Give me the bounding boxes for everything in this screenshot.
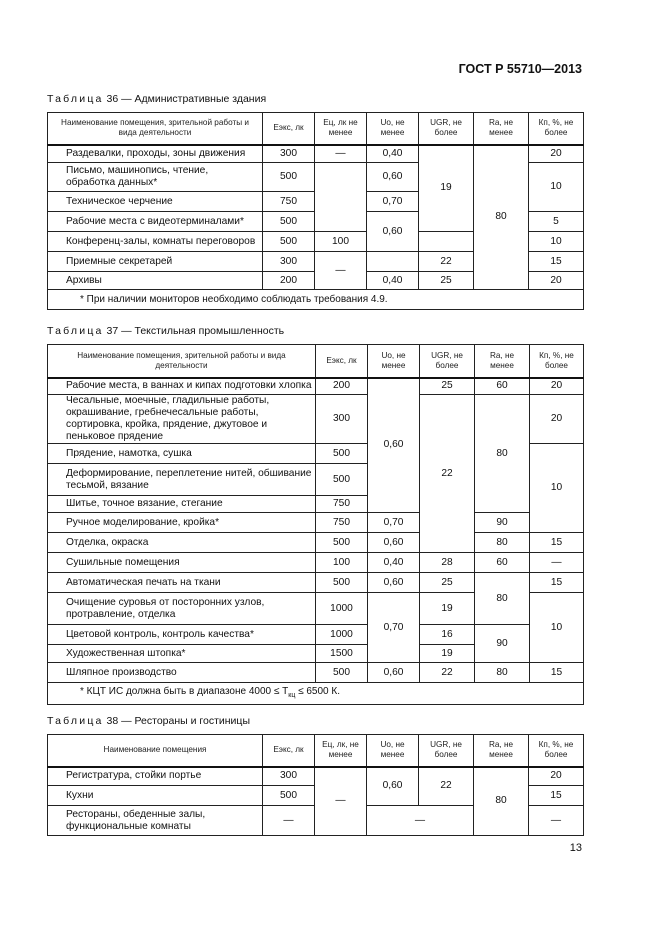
table-cell: 0,40 (368, 553, 420, 573)
table-cell (419, 232, 474, 252)
table-cell: — (315, 145, 367, 163)
table-cell: 0,60 (368, 663, 420, 683)
table36 (47, 112, 584, 310)
table-cell: 15 (530, 533, 584, 553)
t37-h-ra: Ra, не менее (475, 345, 530, 378)
t37-h-name: Наименование помещения, зрительной работы и вида деятельности (48, 345, 316, 378)
table-cell: 15 (530, 573, 584, 593)
table-row: Чесальные, моечные, гладильные работы, окрашивание, гребнечесальные работы, сортировка, кройка, прядение, джутовое и пеньковое прядение (48, 395, 316, 444)
table-cell: 100 (316, 553, 368, 573)
table-cell: 0,60 (368, 378, 420, 513)
table-row: Кухни (48, 786, 263, 806)
table-cell: 22 (420, 395, 475, 553)
table-row: Художественная штопка* (48, 645, 316, 663)
table-cell: 10 (529, 232, 584, 252)
table-cell: 750 (316, 513, 368, 533)
table-cell: 25 (420, 378, 475, 395)
table-row: Деформирование, переплетение нитей, обшивание тесьмой, вязание (48, 464, 316, 496)
table-cell: 22 (420, 663, 475, 683)
table-cell: 1000 (316, 625, 368, 645)
table-cell: — (367, 806, 474, 836)
table-row: Автоматическая печать на ткани (48, 573, 316, 593)
table38 (47, 734, 584, 836)
table-cell: 10 (529, 163, 584, 212)
table-cell: 750 (263, 192, 315, 212)
table-row: Приемные секретарей (48, 252, 263, 272)
standard-header: ГОСТ Р 55710—2013 (458, 62, 582, 76)
table-cell: 0,40 (367, 145, 419, 163)
table-cell: 60 (475, 378, 530, 395)
t36-h-uo: Uо, не менее (367, 113, 419, 145)
table-row: Шляпное производство (48, 663, 316, 683)
table-cell: 0,60 (367, 212, 419, 252)
table-cell: 300 (263, 145, 315, 163)
t37-h-eeks: Eэкс, лк (316, 345, 368, 378)
table-cell: 0,60 (368, 573, 420, 593)
table38-caption: Таблица 38 — Рестораны и гостиницы (47, 715, 250, 727)
table-cell: 500 (316, 663, 368, 683)
table-cell: 200 (263, 272, 315, 290)
t36-h-name: Наименование помещения, зрительной работы и вида деятельности (48, 113, 263, 145)
table-row: Рабочие места, в ваннах и кипах подготовки хлопка (48, 378, 316, 395)
table-cell: 15 (529, 252, 584, 272)
t38-h-eeks: Eэкс, лк (263, 735, 315, 767)
table-cell: — (530, 553, 584, 573)
table-row: Архивы (48, 272, 263, 290)
table-cell: 500 (316, 444, 368, 464)
t37-h-kp: Кп, %, не более (530, 345, 584, 378)
table-row: Рестораны, обеденные залы, функциональные комнаты (48, 806, 263, 836)
t36-footnote: * При наличии мониторов необходимо соблюдать требования 4.9. (48, 290, 584, 310)
table-cell: — (315, 252, 367, 290)
table-cell (315, 163, 367, 232)
table37-caption: Таблица 37 — Текстильная промышленность (47, 325, 285, 337)
table-cell: — (263, 806, 315, 836)
t36-ra-merged: 80 (474, 145, 529, 290)
table-cell: 0,60 (367, 767, 419, 806)
table-cell: 60 (475, 553, 530, 573)
table-cell: 19 (420, 593, 475, 625)
table-cell: 90 (475, 625, 530, 663)
table-row: Конференц-залы, комнаты переговоров (48, 232, 263, 252)
table-cell: 16 (420, 625, 475, 645)
table-cell: 22 (419, 252, 474, 272)
table-cell: 500 (316, 573, 368, 593)
table-row: Цветовой контроль, контроль качества* (48, 625, 316, 645)
table-cell: 10 (530, 444, 584, 533)
table-cell: 200 (316, 378, 368, 395)
table-cell: 500 (263, 212, 315, 232)
table-cell: 500 (316, 464, 368, 496)
table37 (47, 344, 584, 705)
table-cell: 100 (315, 232, 367, 252)
table-cell: 1000 (316, 593, 368, 625)
table-cell: 80 (475, 395, 530, 513)
table-row: Техническое черчение (48, 192, 263, 212)
table-cell: 5 (529, 212, 584, 232)
table-row: Раздевалки, проходы, зоны движения (48, 145, 263, 163)
table-cell: 300 (263, 767, 315, 786)
t38-h-kp: Кп, %, не более (529, 735, 584, 767)
table-row: Регистратура, стойки портье (48, 767, 263, 786)
table-cell: 20 (530, 378, 584, 395)
table-cell: 0,40 (367, 272, 419, 290)
t36-h-kp: Кп, %, не более (529, 113, 584, 145)
table-row: Письмо, машинопись, чтение, обработка данных* (48, 163, 263, 192)
t38-h-ra: Ra, не менее (474, 735, 529, 767)
table-row: Сушильные помещения (48, 553, 316, 573)
t38-h-name: Наименование помещения (48, 735, 263, 767)
table-cell: — (315, 767, 367, 836)
table-cell: 10 (530, 593, 584, 663)
table-cell: 20 (530, 395, 584, 444)
table-cell: 500 (263, 163, 315, 192)
table-cell: 0,70 (367, 192, 419, 212)
t38-h-ets: Eц, лк, не менее (315, 735, 367, 767)
table-row: Шитье, точное вязание, стегание (48, 496, 316, 513)
t38-h-uo: Uо, не менее (367, 735, 419, 767)
table-cell: 20 (529, 145, 584, 163)
table-cell: 22 (419, 767, 474, 806)
table-cell: 1500 (316, 645, 368, 663)
t36-h-eeks: Eэкс, лк (263, 113, 315, 145)
table-cell: 20 (529, 272, 584, 290)
table-cell: 0,70 (368, 593, 420, 663)
table-row: Прядение, намотка, сушка (48, 444, 316, 464)
table-cell: 300 (263, 252, 315, 272)
table-cell: 80 (474, 767, 529, 836)
table-cell: 750 (316, 496, 368, 513)
table-cell: 25 (420, 573, 475, 593)
table-cell: 15 (529, 786, 584, 806)
table-row: Отделка, окраска (48, 533, 316, 553)
table-row: Рабочие места с видеотерминалами* (48, 212, 263, 232)
table-cell: 28 (420, 553, 475, 573)
table-cell: 0,60 (367, 163, 419, 192)
table-cell: 80 (475, 533, 530, 553)
table-cell (367, 252, 419, 272)
table-cell: 15 (530, 663, 584, 683)
table-cell: — (529, 806, 584, 836)
t36-ugr-merged: 19 (419, 145, 474, 232)
table-cell: 500 (263, 232, 315, 252)
table-cell: 80 (475, 663, 530, 683)
table-cell: 300 (316, 395, 368, 444)
table-cell: 500 (316, 533, 368, 553)
t36-h-ra: Ra, не менее (474, 113, 529, 145)
table-cell: 90 (475, 513, 530, 533)
table-cell: 19 (420, 645, 475, 663)
t36-h-ets: Eц, лк не менее (315, 113, 367, 145)
t37-h-uo: Uо, не менее (368, 345, 420, 378)
table-row: Ручное моделирование, кройка* (48, 513, 316, 533)
t37-footnote: * КЦТ ИС должна быть в диапазоне $4000 \le T_{кц} \le 6500$ К. (48, 683, 584, 705)
table-cell: 80 (475, 573, 530, 625)
t37-h-ugr: UGR, не более (420, 345, 475, 378)
table36-caption: Таблица 36 — Административные здания (47, 93, 267, 105)
table-cell: 0,60 (368, 533, 420, 553)
table-cell: 20 (529, 767, 584, 786)
t36-h-ugr: UGR, не более (419, 113, 474, 145)
table-cell: 25 (419, 272, 474, 290)
page-number: 13 (569, 842, 582, 854)
table-row: Очищение суровья от посторонних узлов, протравление, отделка (48, 593, 316, 625)
t38-h-ugr: UGR, не более (419, 735, 474, 767)
table-cell: 0,70 (368, 513, 420, 533)
table-cell: 500 (263, 786, 315, 806)
